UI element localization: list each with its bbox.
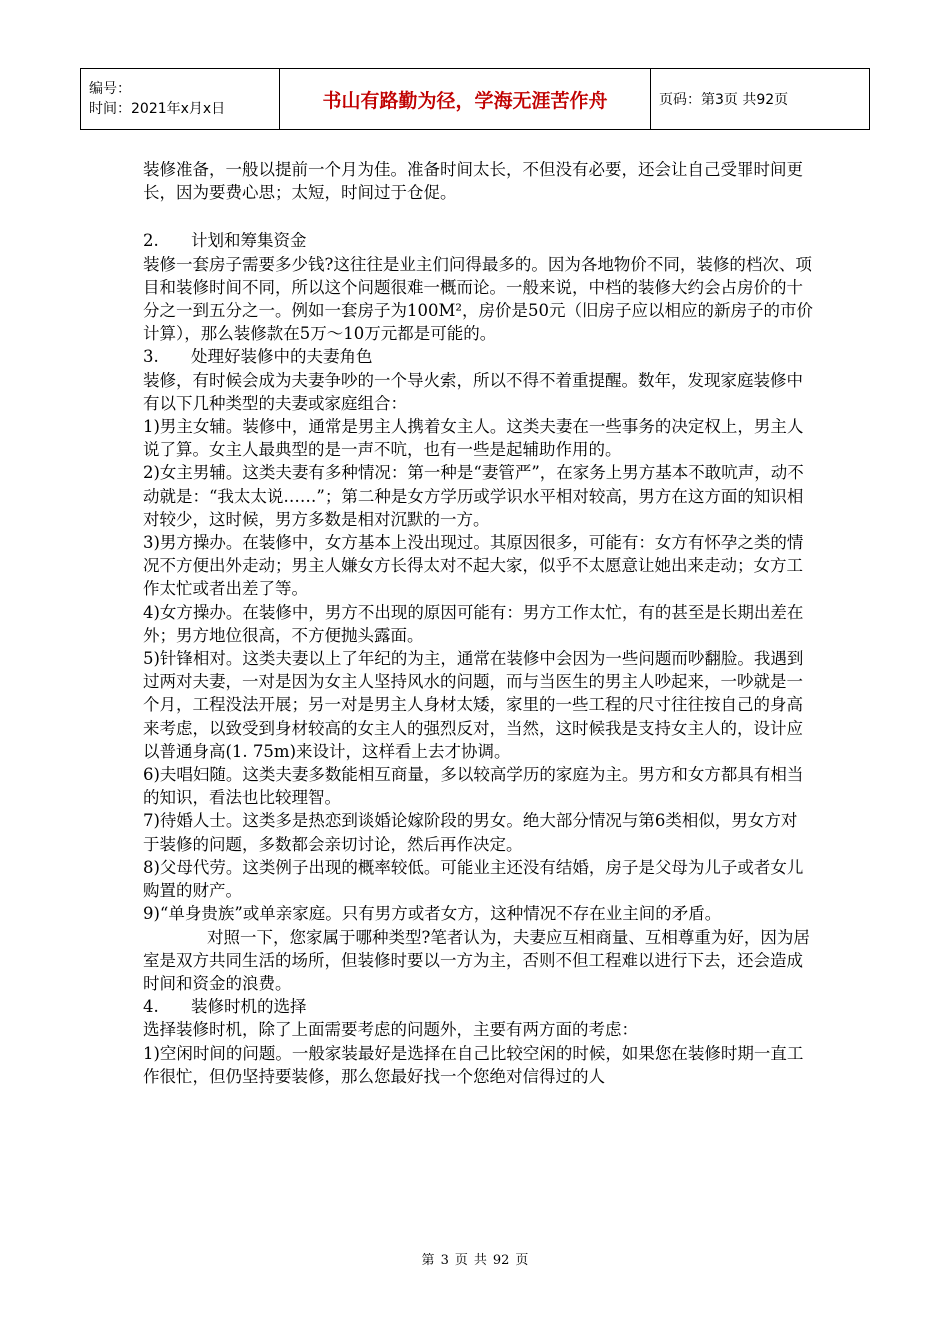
list-item: 7)待婚人士。这类多是热恋到谈婚论嫁阶段的男女。绝大部分情况与第6类相似，男女方对于装修的问题，多数都会亲切讨论，然后再作决定。 <box>143 811 798 854</box>
header-meta <box>81 69 280 130</box>
list-item: 6)夫唱妇随。这类夫妻多数能相互商量，多以较高学历的家庭为主。男方和女方都具有相当的知识，看法也比较理智。 <box>143 765 804 808</box>
list-item: 5)针锋相对。这类夫妻以上了年纪的为主，通常在装修中会因为一些问题而吵翻脸。我遇到过两对夫妻，一对是因为女主人坚持风水的问题，而与当医生的男主人吵起来，一吵就是一个月，工程没法开展；另一对是男主人身材太矮，家里的一些工程的尺寸往往按自己的身高来考虑，以致受到身材较高的女主人的强烈反对，当然，这时候我是支持女主人的，设计应以普通身高(1. 75m)来设计，这样看上去才协调。 <box>143 649 804 761</box>
list-item: 1)空闲时间的问题。一般家装最好是选择在自己比较空闲的时候，如果您在装修时期一直工作很忙，但仍坚持要装修，那么您最好找一个您绝对信得过的人 <box>143 1043 804 1086</box>
paragraph: 装修一套房子需要多少钱?这往往是业主们问得最多的。因为各地物价不同，装修的档次、项目和装修时间不同，所以这个问题很难一概而论。一般来说，中档的装修大约会占房价的十分之一到五分之一。例如一套房子为100M²，房价是50元（旧房子应以相应的新房子的市价计算），那么装修款在5万～10万元都是可能的。 <box>143 254 813 344</box>
section-title: 计划和筹集资金 <box>191 231 307 251</box>
page-header <box>80 68 870 130</box>
list-item: 9)“单身贵族”或单亲家庭。只有男方或者女方，这种情况不存在业主间的矛盾。 <box>143 904 722 924</box>
footer-total-pages: 92 <box>492 1253 510 1268</box>
section-heading <box>143 995 813 1018</box>
date-label: 时间：2021年x月x日 <box>89 101 226 117</box>
document-body <box>143 158 813 1088</box>
footer-word: 页 <box>515 1253 529 1268</box>
list-item: 2)女主男辅。这类夫妻有多种情况：第一种是“妻管严”，在家务上男方基本不敢吭声，动不动就是：“我太太说……”；第二种是女方学历或学识水平相对较高，男方在这方面的知识相对较少，这时候，男方多数是相对沉默的一方。 <box>143 463 804 529</box>
page-footer <box>0 1249 950 1268</box>
list-item: 8)父母代劳。这类例子出现的概率较低。可能业主还没有结婚，房子是父母为儿子或者女儿购置的财产。 <box>143 857 804 901</box>
list-item: 4)女方操办。在装修中，男方不出现的原因可能有：男方工作太忙，有的甚至是长期出差在外；男方地位很高，不方便抛头露面。 <box>143 602 804 645</box>
section-number: 3. <box>143 347 159 367</box>
paragraph: 装修准备，一般以提前一个月为佳。准备时间太长，不但没有必要，还会让自己受罪时间更长，因为要费心思；太短，时间过于仓促。 <box>143 160 803 203</box>
footer-word: 第 <box>421 1253 435 1268</box>
list-item: 3)男方操办。在装修中，女方基本上没出现过。其原因很多，可能有：女方有怀孕之类的情况不方便出外走动；男主人嫌女方长得太对不起大家，似乎不太愿意让她出来走动；女方工作太忙或者出差了等。 <box>143 533 804 599</box>
footer-page-number: 3 <box>440 1253 449 1268</box>
serial-number-label: 编号： <box>89 81 131 97</box>
footer-word: 共 <box>473 1253 487 1268</box>
section-title: 处理好装修中的夫妻角色 <box>191 347 373 367</box>
paragraph: 对照一下，您家属于哪种类型?笔者认为，夫妻应互相商量、互相尊重为好，因为居室是双方共同生活的场所，但装修时要以一方为主，否则不但工程难以进行下去，还会造成时间和资金的浪费。 <box>143 927 810 993</box>
section-number: 2. <box>143 231 159 251</box>
paragraph: 装修，有时候会成为夫妻争吵的一个导火索，所以不得不着重提醒。数年，发现家庭装修中有以下几种类型的夫妻或家庭组合： <box>143 370 803 413</box>
header-motto: 书山有路勤为径，学海无涯苦作舟 <box>280 69 651 130</box>
section-number: 4. <box>143 997 159 1017</box>
section-title: 装修时机的选择 <box>191 997 307 1017</box>
section-heading <box>143 229 813 252</box>
list-item: 1)男主女辅。装修中，通常是男主人携着女主人。这类夫妻在一些事务的决定权上，男主人说了算。女主人最典型的是一声不吭，也有一些是起辅助作用的。 <box>143 417 804 460</box>
section-heading <box>143 345 813 368</box>
header-page-info: 页码：第3页 共92页 <box>651 69 870 130</box>
footer-word: 页 <box>454 1253 468 1268</box>
paragraph: 选择装修时机，除了上面需要考虑的问题外，主要有两方面的考虑： <box>143 1020 638 1040</box>
